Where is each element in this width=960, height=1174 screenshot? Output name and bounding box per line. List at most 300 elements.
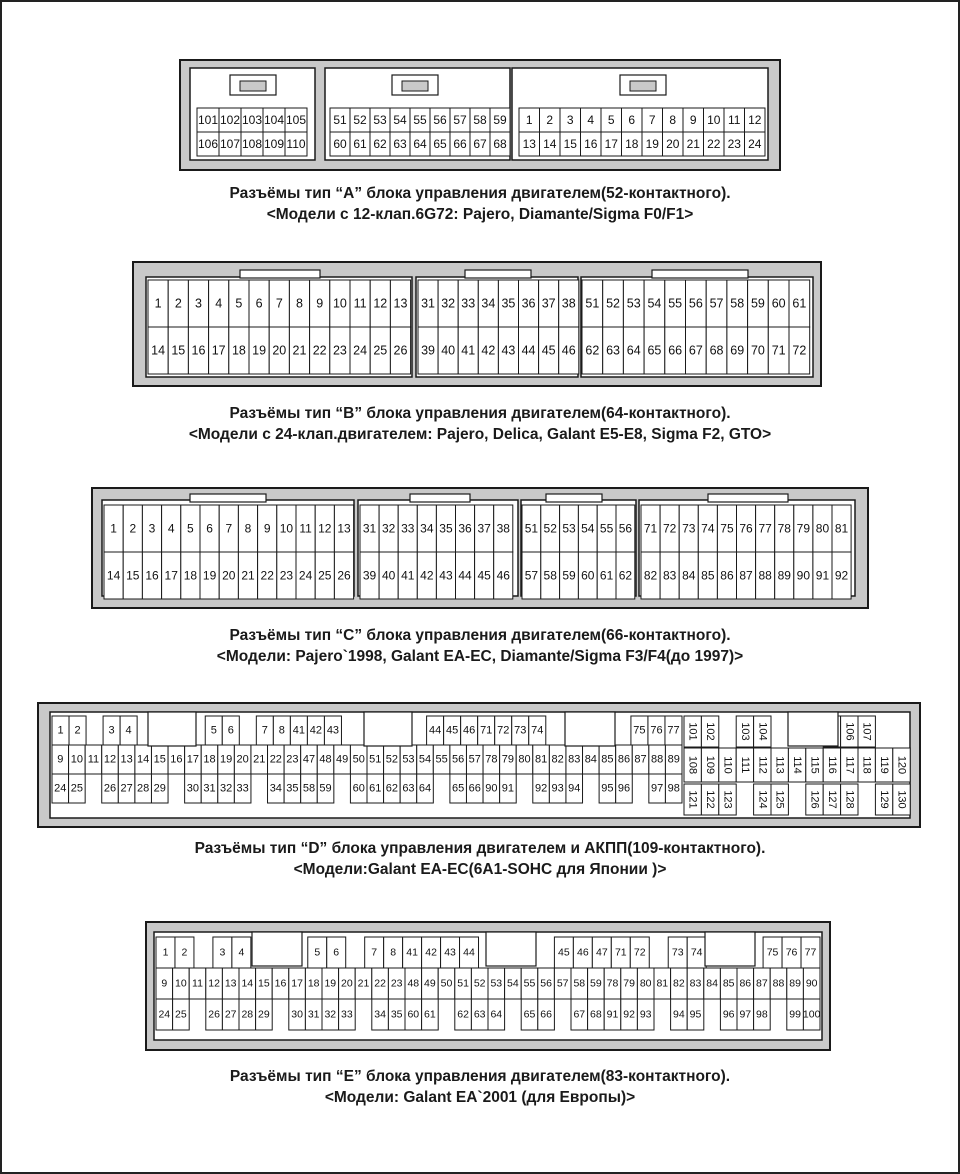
pin-number: 88 — [772, 977, 785, 990]
pin — [698, 505, 717, 552]
pin-number: 33 — [401, 521, 415, 536]
pin-number: 5 — [314, 946, 321, 959]
pin-number: 17 — [164, 568, 178, 583]
pin — [701, 784, 718, 815]
pin-number: 86 — [617, 753, 631, 766]
pin — [533, 745, 550, 774]
pin — [403, 937, 422, 968]
pin — [519, 280, 539, 327]
pin — [263, 108, 285, 132]
pin — [142, 505, 161, 552]
pin-number: 18 — [231, 343, 246, 358]
pin — [698, 552, 717, 599]
pin-number: 41 — [461, 343, 476, 358]
pin-number: 37 — [477, 521, 491, 536]
pin — [813, 505, 832, 552]
pin — [296, 552, 315, 599]
pin-number: 62 — [373, 137, 387, 151]
pin-number: 32 — [219, 782, 233, 795]
pin — [173, 968, 190, 999]
pin-number: 97 — [739, 1008, 752, 1021]
pin-number: 108 — [686, 755, 699, 775]
pin — [189, 968, 206, 999]
pin-number: 82 — [551, 753, 564, 766]
pin-number: 30 — [291, 1008, 303, 1021]
pin-number: 12 — [748, 113, 762, 127]
pin — [488, 968, 505, 999]
pin-number: 48 — [407, 977, 420, 990]
pin — [754, 748, 771, 782]
pin — [322, 968, 339, 999]
pin — [422, 937, 441, 968]
pin-number: 68 — [590, 1008, 602, 1021]
pin-number: 56 — [433, 113, 447, 127]
pin — [330, 327, 350, 374]
key-cavity — [788, 712, 838, 746]
pin — [315, 552, 334, 599]
pin — [631, 716, 648, 745]
pin — [256, 968, 273, 999]
pin-number: 92 — [534, 782, 548, 795]
pin — [806, 748, 823, 782]
pin — [754, 968, 771, 999]
pin-number: 52 — [606, 296, 621, 311]
pin — [148, 280, 168, 327]
pin — [289, 327, 309, 374]
pin — [875, 748, 892, 782]
pin — [197, 132, 219, 156]
pin — [367, 745, 384, 774]
pin — [500, 745, 517, 774]
pin — [560, 505, 579, 552]
pin — [239, 999, 256, 1030]
latch-key — [190, 494, 266, 502]
pin-number: 113 — [773, 756, 786, 774]
pin-number: 118 — [860, 756, 873, 774]
pin-number: 14 — [543, 137, 557, 151]
pin — [622, 132, 643, 156]
pin-number: 6 — [333, 946, 340, 959]
pin — [200, 505, 219, 552]
pin — [621, 999, 638, 1030]
pin — [370, 132, 390, 156]
pin-number: 57 — [453, 113, 467, 127]
pin-number: 55 — [435, 753, 448, 766]
latch-key — [546, 494, 602, 502]
pin-number: 91 — [606, 1008, 619, 1021]
pin-number: 35 — [501, 296, 516, 311]
pin — [436, 552, 455, 599]
pin — [205, 716, 222, 745]
pin — [478, 327, 498, 374]
pin — [181, 505, 200, 552]
pin — [417, 774, 434, 803]
pin — [687, 968, 704, 999]
pin-number: 43 — [501, 343, 516, 358]
pin — [418, 280, 438, 327]
pin-number: 45 — [477, 568, 491, 583]
pin — [372, 968, 389, 999]
pin — [642, 132, 663, 156]
pin-number: 33 — [341, 1008, 353, 1021]
pin-number: 16 — [274, 977, 287, 990]
pin — [756, 505, 775, 552]
pin-number: 15 — [563, 137, 577, 151]
pin-number: 43 — [326, 724, 340, 737]
pin — [770, 968, 787, 999]
pin — [258, 505, 277, 552]
pin — [560, 108, 581, 132]
caption-d-title: Разъёмы тип “D” блока управления двигателем и АКПП(109-контактного). — [194, 840, 766, 857]
pin-number: 5 — [210, 724, 217, 737]
pin — [539, 327, 559, 374]
pin-number: 59 — [562, 568, 576, 583]
pin-number: 61 — [599, 568, 614, 583]
pin-number: 60 — [407, 1008, 420, 1021]
pin-number: 13 — [224, 977, 237, 990]
pin-number: 119 — [878, 756, 891, 774]
pin — [350, 774, 367, 803]
pin — [330, 108, 350, 132]
pin-number: 4 — [215, 296, 223, 311]
pin — [466, 774, 483, 803]
pin-number: 9 — [263, 521, 271, 536]
pin-number: 17 — [186, 753, 200, 766]
pin-number: 59 — [590, 977, 602, 990]
pin — [370, 280, 390, 327]
pin — [339, 999, 356, 1030]
pin-number: 128 — [843, 790, 856, 809]
pin — [436, 505, 455, 552]
pin — [52, 774, 69, 803]
pin — [148, 327, 168, 374]
pin — [466, 745, 483, 774]
pin — [438, 327, 458, 374]
pin — [549, 745, 566, 774]
pin — [118, 774, 135, 803]
pin-number: 57 — [468, 753, 481, 766]
pin — [285, 132, 307, 156]
pin — [679, 552, 698, 599]
pin — [239, 968, 256, 999]
pin — [745, 132, 766, 156]
pin-number: 58 — [302, 782, 316, 795]
pin-number: 50 — [440, 977, 453, 990]
pin — [684, 748, 701, 782]
pin-number: 42 — [481, 343, 496, 358]
pin-number: 66 — [453, 137, 467, 151]
pin — [410, 108, 430, 132]
pin-number: 66 — [468, 782, 481, 795]
pin-number: 85 — [722, 977, 735, 990]
pin — [687, 999, 704, 1030]
pin — [498, 280, 518, 327]
pin-number: 14 — [151, 343, 166, 358]
pin — [554, 937, 573, 968]
pin — [430, 132, 450, 156]
pin-number: 74 — [531, 724, 544, 737]
pin-number: 60 — [352, 782, 365, 795]
caption-a-title: Разъёмы тип “A” блока управления двигателем(52-контактного). — [229, 185, 731, 202]
pin-number: 34 — [420, 521, 434, 536]
pin-number: 53 — [562, 521, 576, 536]
pin — [234, 745, 251, 774]
pin — [601, 132, 622, 156]
pin-number: 85 — [601, 753, 614, 766]
pin — [500, 774, 517, 803]
pin-number: 79 — [501, 753, 515, 766]
pin-number: 61 — [353, 137, 367, 151]
pin — [583, 745, 600, 774]
pin — [554, 968, 571, 999]
pin — [390, 108, 410, 132]
pin — [206, 968, 223, 999]
pin — [748, 280, 769, 327]
pin-number: 17 — [291, 977, 303, 990]
pin — [438, 280, 458, 327]
pin — [175, 937, 194, 968]
pin — [398, 505, 417, 552]
pin-number: 78 — [606, 977, 619, 990]
pin — [418, 327, 438, 374]
pin-number: 53 — [373, 113, 387, 127]
pin-number: 109 — [704, 755, 717, 775]
pin-number: 101 — [197, 113, 219, 127]
pin-number: 107 — [219, 137, 241, 151]
pin — [151, 774, 168, 803]
pin — [616, 505, 635, 552]
pin-number: 26 — [208, 1008, 220, 1021]
pin — [422, 999, 439, 1030]
pin — [679, 505, 698, 552]
pin-number: 123 — [721, 790, 734, 809]
pin — [789, 327, 810, 374]
pin — [350, 745, 367, 774]
pin-number: 102 — [704, 722, 717, 741]
pin-number: 9 — [57, 753, 64, 766]
pin-number: 94 — [673, 1008, 685, 1021]
pin-number: 1 — [162, 946, 169, 959]
pin — [427, 716, 444, 745]
pin-number: 49 — [424, 977, 436, 990]
pin-number: 116 — [825, 756, 838, 774]
pin — [540, 132, 561, 156]
pin-number: 63 — [606, 343, 621, 358]
pin — [470, 108, 490, 132]
pin — [660, 505, 679, 552]
pin-number: 8 — [390, 946, 397, 959]
pin-number: 72 — [662, 521, 677, 536]
pin-number: 19 — [324, 977, 337, 990]
pin-number: 9 — [161, 977, 168, 990]
pin — [684, 784, 701, 815]
pin — [717, 552, 736, 599]
latch-slot — [402, 81, 428, 91]
pin-number: 7 — [371, 946, 378, 959]
pin-number: 82 — [643, 568, 658, 583]
pin — [417, 745, 434, 774]
pin-number: 125 — [773, 790, 786, 809]
pin — [597, 505, 616, 552]
pin — [156, 999, 173, 1030]
pin — [566, 774, 583, 803]
pin-number: 63 — [402, 782, 415, 795]
pin — [263, 132, 285, 156]
pin-number: 76 — [739, 521, 753, 536]
pin — [641, 552, 660, 599]
pin-number: 7 — [275, 296, 283, 311]
pin — [505, 968, 522, 999]
pin-number: 34 — [481, 296, 496, 311]
pin — [168, 745, 185, 774]
pin-number: 129 — [878, 790, 891, 809]
pin — [238, 505, 257, 552]
pin-number: 47 — [302, 753, 316, 766]
pin-number: 102 — [219, 113, 241, 127]
pin-number: 22 — [260, 568, 274, 583]
pin — [538, 999, 555, 1030]
pin-number: 83 — [662, 568, 677, 583]
pin-number: 105 — [285, 113, 307, 127]
pin-number: 59 — [493, 113, 507, 127]
pin-number: 86 — [720, 568, 734, 583]
pin — [539, 280, 559, 327]
pin — [201, 745, 218, 774]
pin-number: 14 — [241, 977, 254, 990]
pin — [241, 132, 263, 156]
pin-number: 4 — [587, 113, 595, 127]
pin-number: 15 — [126, 568, 140, 583]
pin-number: 1 — [525, 113, 533, 127]
pin — [398, 552, 417, 599]
pin — [197, 108, 219, 132]
pin-number: 90 — [485, 782, 498, 795]
pin-number: 9 — [316, 296, 324, 311]
pin-number: 7 — [261, 724, 268, 737]
pin-number: 65 — [647, 343, 662, 358]
pin-number: 54 — [507, 977, 519, 990]
pin-number: 4 — [125, 724, 132, 737]
pin — [571, 999, 588, 1030]
pin — [787, 999, 804, 1030]
pin — [665, 280, 686, 327]
pin — [794, 552, 813, 599]
pin — [135, 745, 152, 774]
pin — [727, 327, 748, 374]
pin — [256, 999, 273, 1030]
pin — [104, 505, 123, 552]
pin-number: 23 — [279, 568, 294, 583]
key-cavity — [705, 932, 755, 966]
pin — [232, 937, 251, 968]
pin-number: 15 — [153, 753, 166, 766]
pin — [272, 968, 289, 999]
pin — [355, 968, 372, 999]
pin-number: 107 — [860, 722, 873, 741]
pin-number: 66 — [668, 343, 683, 358]
pin-number: 89 — [667, 753, 680, 766]
pin-number: 46 — [577, 946, 589, 959]
pin-number: 70 — [750, 343, 765, 358]
pin-number: 16 — [170, 753, 183, 766]
pin — [365, 937, 384, 968]
pin-number: 83 — [689, 977, 702, 990]
pin — [120, 716, 137, 745]
pin — [737, 999, 754, 1030]
pin-number: 39 — [421, 343, 436, 358]
pin — [289, 999, 306, 1030]
pin — [806, 784, 823, 815]
pin — [185, 774, 202, 803]
pin-number: 24 — [353, 343, 368, 358]
pin-number: 51 — [457, 977, 469, 990]
pin — [315, 505, 334, 552]
pin-number: 58 — [730, 296, 745, 311]
pin — [475, 552, 494, 599]
key-cavity — [364, 712, 412, 746]
pin-number: 80 — [518, 753, 531, 766]
connector-e — [146, 922, 830, 1050]
pin-number: 5 — [235, 296, 243, 311]
pin — [438, 968, 455, 999]
pin — [704, 132, 725, 156]
pin-number: 71 — [480, 724, 493, 737]
pin-number: 84 — [682, 568, 696, 583]
pin-number: 98 — [667, 782, 680, 795]
pin — [737, 552, 756, 599]
pin-number: 10 — [279, 521, 294, 536]
pin-number: 65 — [523, 1008, 536, 1021]
pin — [450, 774, 467, 803]
pin — [450, 745, 467, 774]
pin-number: 29 — [258, 1008, 270, 1021]
pin — [390, 327, 410, 374]
pin-number: 98 — [756, 1008, 768, 1021]
pin-number: 55 — [668, 296, 683, 311]
pin — [704, 108, 725, 132]
pin — [582, 280, 603, 327]
pin-number: 93 — [551, 782, 564, 795]
pin-number: 25 — [318, 568, 332, 583]
pin — [745, 108, 766, 132]
pin — [668, 937, 687, 968]
pin — [771, 784, 788, 815]
pin-number: 60 — [771, 296, 786, 311]
pin — [85, 745, 102, 774]
pin-number: 57 — [556, 977, 569, 990]
pin — [310, 327, 330, 374]
latch-key — [410, 494, 470, 502]
pin — [301, 774, 318, 803]
pin-number: 19 — [202, 568, 217, 583]
pin — [540, 108, 561, 132]
pin-number: 10 — [707, 113, 721, 127]
pin-number: 32 — [441, 296, 456, 311]
pin — [317, 745, 334, 774]
pin-number: 62 — [385, 782, 398, 795]
pin-number: 44 — [521, 343, 536, 358]
pin — [522, 505, 541, 552]
pin — [516, 745, 533, 774]
pin-number: 21 — [292, 343, 307, 358]
pin-number: 73 — [671, 946, 684, 959]
pin-number: 21 — [686, 137, 700, 151]
pin — [162, 552, 181, 599]
pin-number: 19 — [219, 753, 233, 766]
pin — [417, 552, 436, 599]
pin-number: 63 — [393, 137, 407, 151]
pin — [249, 280, 269, 327]
